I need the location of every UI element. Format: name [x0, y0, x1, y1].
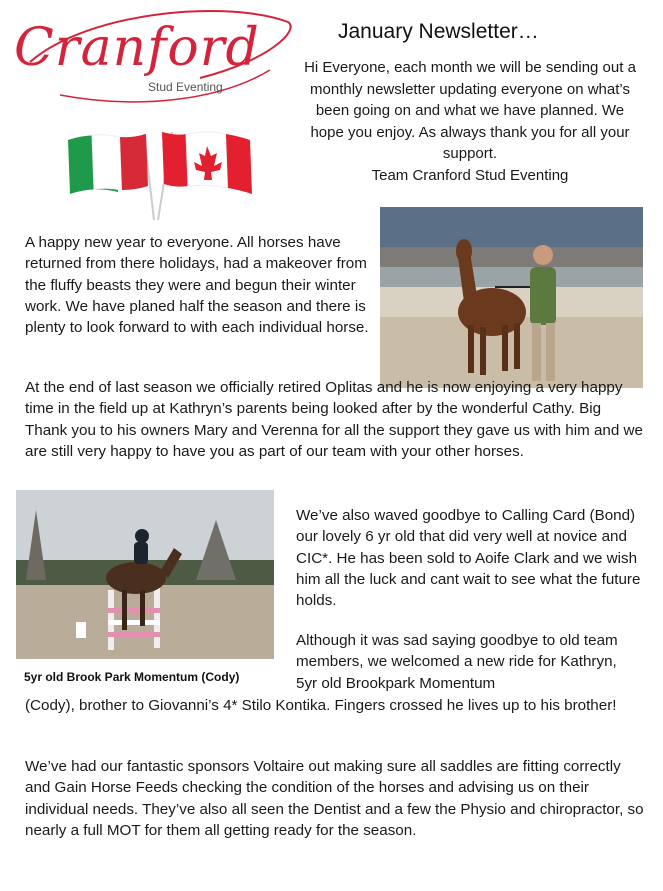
canada-flag [162, 132, 252, 194]
photo-caption: 5yr old Brook Park Momentum (Cody) [24, 670, 240, 684]
italy-flag [68, 134, 148, 194]
paragraph-goodbye: We’ve also waved goodbye to Calling Card (Bond) our lovely 6 yr old that did very well at novice and CIC*. He has been sold to Aoife Clark and we wish him all the luck and cant wait to see what the future holds. [296, 507, 641, 610]
paragraph-sponsors: We’ve had our fantastic sponsors Voltaire out making sure all saddles are fitting correctly and Gain Horse Feeds checking the condition of the horses and advising us on their individual needs. They’ve also all seen the Dentist and a few the Physio and chiropractor, so nearly a full MOT for them all getting ready for the season. [25, 758, 644, 839]
newsletter-title: January Newsletter… [338, 20, 539, 43]
intro-block [300, 57, 640, 186]
showjumping-photo [16, 490, 274, 659]
showjumping-photo-art [16, 490, 274, 659]
logo [0, 0, 300, 120]
trot-up-photo [380, 207, 643, 388]
paragraph-new-year: A happy new year to everyone. All horses have returned from there holidays, had a makeover from the fluffy beasts they were and begun their winter work. We have planed half the season and there is plenty to look forward to with each individual horse. [25, 234, 369, 337]
intro-text: Hi Everyone, each month we will be sending out a monthly newsletter updating everyone on what’s been going on and what we have planned. We hope you enjoy. As always thank you for all your support. [304, 59, 636, 162]
paragraph-new-ride: Although it was sad saying goodbye to old team members, we welcomed a new ride for Kathryn, 5yr old Brookpark Momentum [296, 632, 618, 692]
logo-tagline: Stud Eventing [148, 80, 223, 94]
trot-up-photo-art [380, 207, 643, 388]
intro-signoff: Team Cranford Stud Eventing [371, 166, 569, 184]
paragraph-retired: At the end of last season we officially retired Oplitas and he is now enjoying a very happy time in the field up at Kathryn’s parents being looked after by the wonderful Cathy. Big Thank you to his owners Mary and Verenna for all the support they gave us with him and we are still very happy to have you as part of our team with your other horses. [25, 379, 643, 460]
logo-wordmark: Cranford [14, 18, 260, 78]
paragraph-new-ride-cont: (Cody), brother to Giovanni’s 4* Stilo Kontika. Fingers crossed he lives up to his brother! [25, 697, 617, 714]
flags-illustration [66, 122, 256, 222]
